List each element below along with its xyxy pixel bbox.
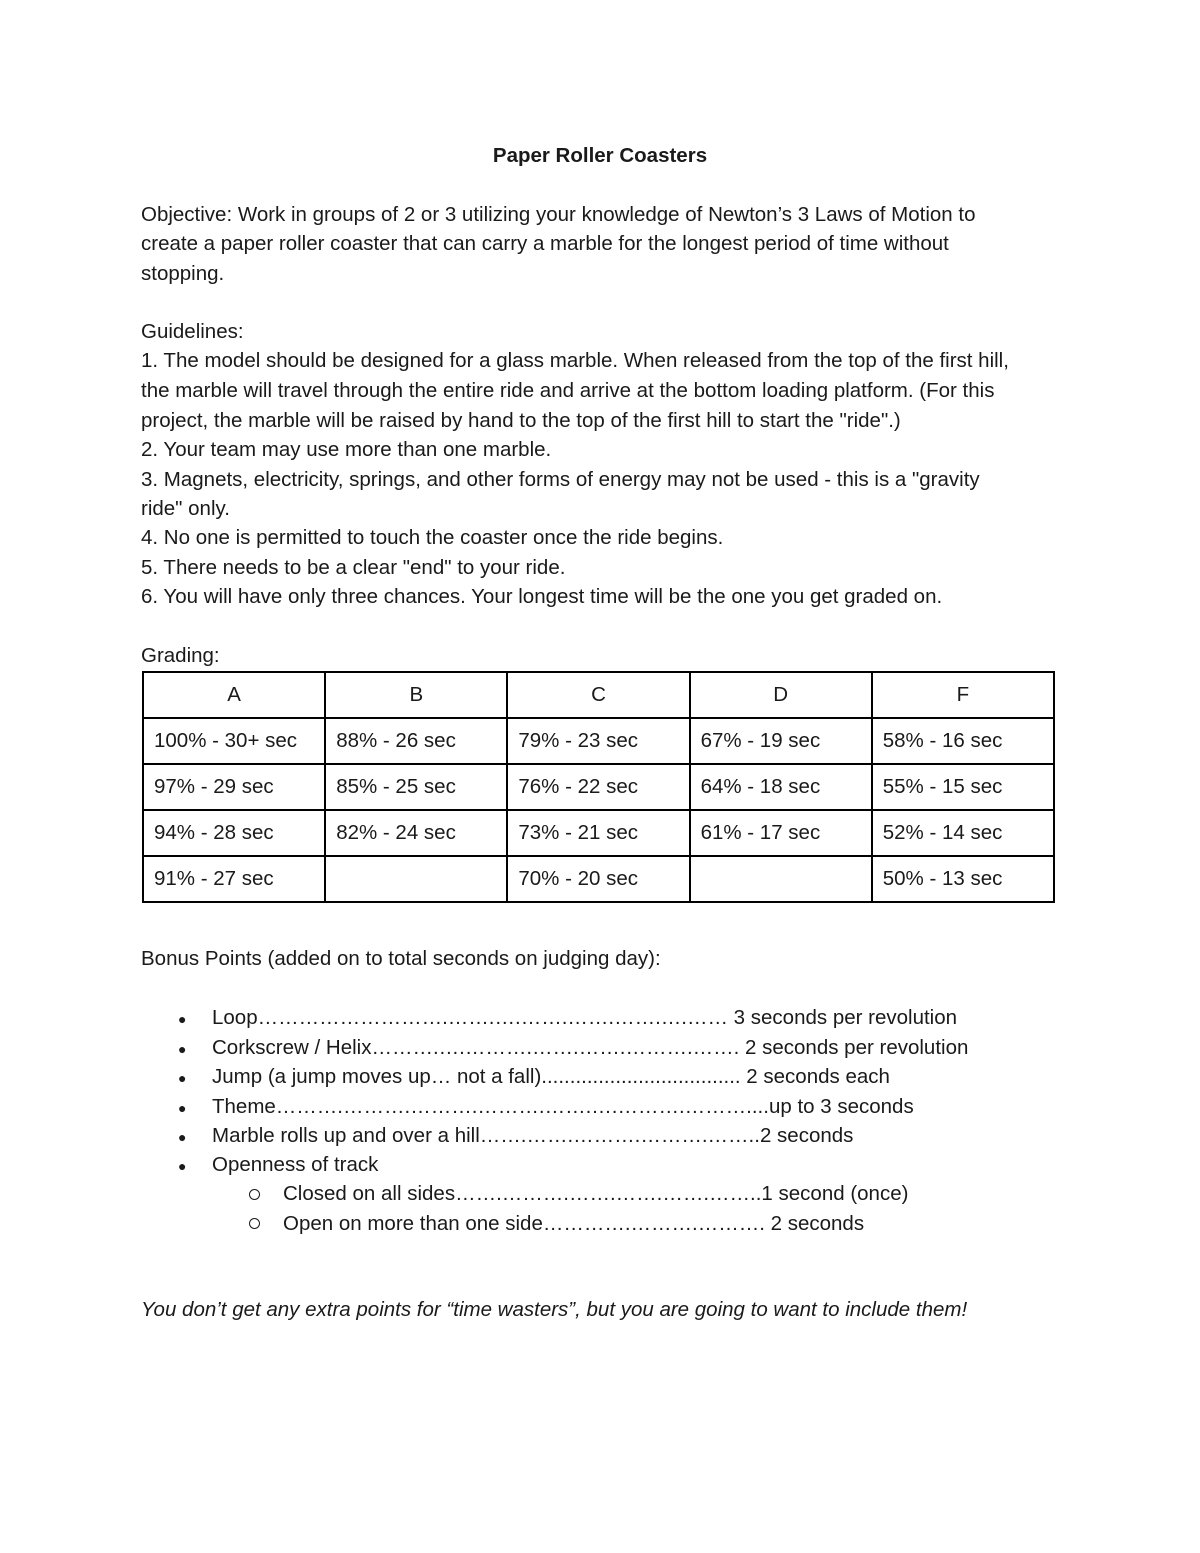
- table-row: [143, 810, 1054, 856]
- grade-cell: 73% - 21 sec: [507, 810, 689, 856]
- bullet-icon: ●: [178, 1158, 187, 1174]
- bonus-item-theme: Theme……….……….……….……….…….….……….………....up to 3 seconds: [212, 1095, 914, 1118]
- guideline-line-1: 1. The model should be designed for a glass marble. When released from the top of the first hill,: [141, 349, 1009, 372]
- hollow-bullet-icon: [249, 1218, 260, 1229]
- table-row: [143, 764, 1054, 810]
- closing-note: You don’t get any extra points for “time wasters”, but you are going to want to include them!: [141, 1298, 968, 1321]
- guidelines-heading: Guidelines:: [141, 320, 244, 343]
- guideline-line-3: project, the marble will be raised by hand to the top of the first hill to start the "ride".): [141, 409, 901, 432]
- bonus-item-corkscrew: Corkscrew / Helix……….….……….…….…….……….……. 2 seconds per revolution: [212, 1036, 969, 1059]
- bonus-item-hill: Marble rolls up and over a hill…….…….……….……….……..2 seconds: [212, 1124, 854, 1147]
- grade-header-a: A: [143, 672, 325, 718]
- bonus-item-openness: Openness of track: [212, 1153, 379, 1176]
- grading-table: [142, 671, 1055, 903]
- grade-header-f: F: [872, 672, 1054, 718]
- table-row: [143, 856, 1054, 902]
- bonus-subitem-closed: Closed on all sides…….……….…….…….…….……..1 second (once): [283, 1182, 909, 1205]
- guideline-line-9: 6. You will have only three chances. Your longest time will be the one you get graded on.: [141, 585, 943, 608]
- grade-header-b: B: [325, 672, 507, 718]
- grading-header-row: [143, 672, 1054, 718]
- grade-cell: 82% - 24 sec: [325, 810, 507, 856]
- grade-cell: 88% - 26 sec: [325, 718, 507, 764]
- grade-cell: 79% - 23 sec: [507, 718, 689, 764]
- grade-header-d: D: [690, 672, 872, 718]
- grade-cell: 91% - 27 sec: [143, 856, 325, 902]
- guideline-line-7: 4. No one is permitted to touch the coaster once the ride begins.: [141, 526, 724, 549]
- objective-line-1: Objective: Work in groups of 2 or 3 utilizing your knowledge of Newton’s 3 Laws of Motion to: [141, 203, 976, 226]
- bullet-icon: ●: [178, 1041, 187, 1057]
- grade-cell: 76% - 22 sec: [507, 764, 689, 810]
- objective-line-3: stopping.: [141, 262, 225, 285]
- guideline-line-4: 2. Your team may use more than one marble.: [141, 438, 552, 461]
- grade-cell: 50% - 13 sec: [872, 856, 1054, 902]
- table-row: [143, 718, 1054, 764]
- bullet-icon: ●: [178, 1129, 187, 1145]
- guideline-line-6: ride" only.: [141, 497, 230, 520]
- bonus-heading: Bonus Points (added on to total seconds on judging day):: [141, 947, 661, 970]
- grade-cell: 64% - 18 sec: [690, 764, 872, 810]
- objective-line-2: create a paper roller coaster that can carry a marble for the longest period of time without: [141, 232, 949, 255]
- grade-cell: 94% - 28 sec: [143, 810, 325, 856]
- grade-cell: 67% - 19 sec: [690, 718, 872, 764]
- grade-cell: 52% - 14 sec: [872, 810, 1054, 856]
- guideline-line-2: the marble will travel through the entire ride and arrive at the bottom loading platform. (For this: [141, 379, 995, 402]
- hollow-bullet-icon: [249, 1189, 260, 1200]
- bonus-subitem-open: Open on more than one side………….……….………. 2 seconds: [283, 1212, 865, 1235]
- guideline-line-5: 3. Magnets, electricity, springs, and other forms of energy may not be used - this is a "gravity: [141, 468, 980, 491]
- grade-cell: 70% - 20 sec: [507, 856, 689, 902]
- bonus-item-loop: Loop……………………….…….….…….…….…….….…… 3 seconds per revolution: [212, 1006, 958, 1029]
- bonus-item-jump: Jump (a jump moves up… not a fall)................................... 2 seconds each: [212, 1065, 890, 1088]
- grade-cell: 85% - 25 sec: [325, 764, 507, 810]
- grade-cell: [690, 856, 872, 902]
- bullet-icon: ●: [178, 1070, 187, 1086]
- document-title: Paper Roller Coasters: [492, 144, 708, 167]
- grade-cell: 58% - 16 sec: [872, 718, 1054, 764]
- grade-cell: 97% - 29 sec: [143, 764, 325, 810]
- guideline-line-8: 5. There needs to be a clear "end" to your ride.: [141, 556, 566, 579]
- grade-cell: [325, 856, 507, 902]
- grade-cell: 61% - 17 sec: [690, 810, 872, 856]
- grade-header-c: C: [507, 672, 689, 718]
- bullet-icon: ●: [178, 1011, 187, 1027]
- grading-heading: Grading:: [141, 644, 220, 667]
- grade-cell: 100% - 30+ sec: [143, 718, 325, 764]
- bullet-icon: ●: [178, 1100, 187, 1116]
- grade-cell: 55% - 15 sec: [872, 764, 1054, 810]
